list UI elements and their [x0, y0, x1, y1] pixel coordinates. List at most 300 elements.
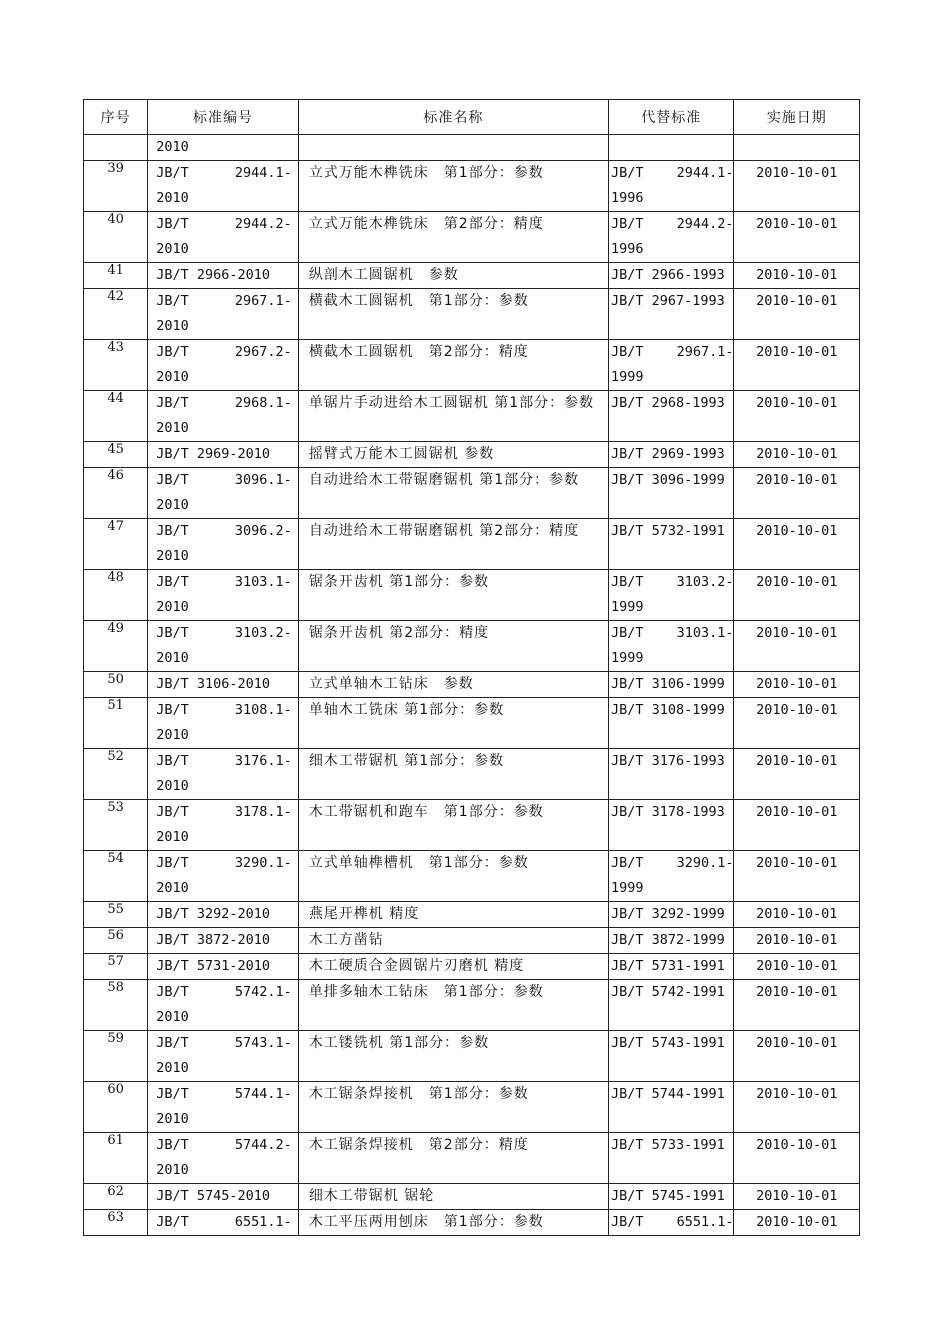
standard-name-cell — [298, 519, 608, 570]
effective-date-cell — [734, 928, 860, 954]
effective-date-cell — [734, 621, 860, 672]
replaced-standard: JB/T 3096-1999 — [611, 472, 725, 488]
replaced-standard-number: 3103.1- — [676, 625, 734, 641]
standard-name: 自动进给木工带锯磨锯机 第2部分：精度 — [308, 523, 580, 539]
standard-code-cell — [148, 391, 299, 442]
table-row — [84, 749, 860, 800]
replaced-standard-number: 2944.2- — [676, 216, 734, 232]
replaced-standard-cell — [609, 698, 734, 749]
replaced-standard: JB/T 3176-1993 — [611, 753, 725, 769]
effective-date: 2010-10-01 — [756, 804, 838, 820]
header-row — [84, 100, 860, 135]
row-number-cell — [84, 442, 148, 468]
standard-name: 立式单轴榫槽机 第1部分：参数 — [308, 855, 529, 871]
replaced-standard-prefix: JB/T — [611, 216, 644, 232]
table-row — [84, 340, 860, 391]
effective-date: 2010-10-01 — [756, 906, 838, 922]
replaced-standard-line — [609, 570, 733, 595]
effective-date: 2010-10-01 — [756, 446, 838, 462]
effective-date: 2010-10-01 — [756, 676, 838, 692]
standard-code-cell — [148, 468, 299, 519]
standard-code-prefix: JB/T — [156, 165, 189, 181]
standard-code-cell — [148, 1031, 299, 1082]
row-number-cell — [84, 340, 148, 391]
standard-name-cell — [298, 1184, 608, 1210]
replaced-standard-cell — [609, 621, 734, 672]
replaced-standard-cell — [609, 928, 734, 954]
row-number: 59 — [107, 1031, 124, 1046]
standard-code-prefix: JB/T — [156, 804, 189, 820]
row-number: 60 — [107, 1082, 124, 1097]
standard-code-year: 2010 — [156, 778, 189, 794]
standard-code-year: 2010 — [156, 1060, 189, 1076]
header-code: 标准编号 — [148, 100, 299, 135]
standard-name: 单轴木工铣床 第1部分：参数 — [308, 702, 505, 718]
replaced-standard: JB/T 2969-1993 — [611, 446, 725, 462]
standard-name: 摇臂式万能木工圆锯机 参数 — [308, 446, 495, 462]
table-row — [84, 800, 860, 851]
standard-code-prefix: JB/T — [156, 293, 189, 309]
standard-name-cell — [298, 391, 608, 442]
effective-date: 2010-10-01 — [756, 958, 838, 974]
effective-date-cell — [734, 289, 860, 340]
replaced-standard-cell — [609, 851, 734, 902]
replaced-standard-prefix: JB/T — [611, 165, 644, 181]
replaced-standard-cell — [609, 1031, 734, 1082]
standard-code-cell — [148, 928, 299, 954]
effective-date: 2010-10-01 — [756, 574, 838, 590]
row-number-cell — [84, 954, 148, 980]
standard-code-year: 2010 — [156, 318, 189, 334]
replaced-standard: JB/T 5745-1991 — [611, 1188, 725, 1204]
standard-code-year: 2010 — [156, 1111, 189, 1127]
standard-name-cell — [298, 928, 608, 954]
standard-code-line — [148, 980, 298, 1005]
replaced-standard: JB/T 3106-1999 — [611, 676, 725, 692]
standard-name: 立式单轴木工钻床 参数 — [308, 676, 474, 692]
row-number-cell — [84, 980, 148, 1031]
standard-code-year: 2010 — [156, 727, 189, 743]
standard-code-cell — [148, 749, 299, 800]
table-row — [84, 980, 860, 1031]
replaced-standard-cell — [609, 212, 734, 263]
row-number: 49 — [107, 621, 124, 636]
standard-name: 细木工带锯机 第1部分：参数 — [308, 753, 505, 769]
effective-date: 2010-10-01 — [756, 344, 838, 360]
standard-name: 锯条开齿机 第2部分：精度 — [308, 625, 490, 641]
replaced-standard: JB/T 5733-1991 — [611, 1137, 725, 1153]
effective-date: 2010-10-01 — [756, 472, 838, 488]
effective-date: 2010-10-01 — [756, 753, 838, 769]
standard-name: 单锯片手动进给木工圆锯机 第1部分：参数 — [308, 395, 595, 411]
standard-code-cell — [148, 1133, 299, 1184]
standard-code-prefix: JB/T — [156, 753, 189, 769]
standard-name: 木工平压两用刨床 第1部分：参数 — [308, 1214, 544, 1230]
standard-code-number: 3176.1- — [234, 753, 292, 769]
row-number: 47 — [107, 519, 124, 534]
replaced-standard-line — [609, 340, 733, 365]
replaced-standard-prefix: JB/T — [611, 574, 644, 590]
table-row — [84, 468, 860, 519]
effective-date: 2010-10-01 — [756, 855, 838, 871]
standard-code-cell — [148, 698, 299, 749]
replaced-standard-cell — [609, 800, 734, 851]
effective-date: 2010-10-01 — [756, 1035, 838, 1051]
standard-name: 木工锯条焊接机 第1部分：参数 — [308, 1086, 529, 1102]
standard-name: 木工带锯机和跑车 第1部分：参数 — [308, 804, 544, 820]
effective-date-cell — [734, 749, 860, 800]
standard-code-line — [148, 1082, 298, 1107]
row-number: 46 — [107, 468, 124, 483]
standard-code: JB/T 3872-2010 — [156, 932, 271, 948]
replaced-standard-cell — [609, 263, 734, 289]
row-number: 40 — [107, 212, 124, 227]
standard-name: 自动进给木工带锯磨锯机 第1部分：参数 — [308, 472, 580, 488]
replaced-standard-cell — [609, 1082, 734, 1133]
standard-name: 纵剖木工圆锯机 参数 — [308, 267, 459, 283]
standard-code-cell — [148, 980, 299, 1031]
table-row — [84, 212, 860, 263]
standard-name-cell — [298, 980, 608, 1031]
standard-code-number: 3103.1- — [234, 574, 292, 590]
table-row — [84, 161, 860, 212]
effective-date: 2010-10-01 — [756, 293, 838, 309]
effective-date-cell — [734, 954, 860, 980]
row-number: 63 — [107, 1210, 124, 1225]
standard-code-cell — [148, 1184, 299, 1210]
standard-code-cell — [148, 570, 299, 621]
standard-code-line — [148, 289, 298, 314]
replaced-standard-cell — [609, 1184, 734, 1210]
row-number-cell — [84, 1082, 148, 1133]
header-name: 标准名称 — [298, 100, 608, 135]
replaced-standard-number: 3290.1- — [676, 855, 734, 871]
standard-code-year: 2010 — [156, 829, 189, 845]
row-number: 53 — [107, 800, 124, 815]
effective-date: 2010-10-01 — [756, 165, 838, 181]
effective-date: 2010-10-01 — [756, 395, 838, 411]
table-row — [84, 672, 860, 698]
standard-name: 木工镂铣机 第1部分：参数 — [308, 1035, 490, 1051]
standard-code-line — [148, 621, 298, 646]
standard-name-cell — [298, 340, 608, 391]
replaced-standard-year: 1996 — [611, 241, 644, 257]
replaced-standard-prefix: JB/T — [611, 625, 644, 641]
row-number-cell — [84, 468, 148, 519]
standard-code-cell — [148, 902, 299, 928]
effective-date: 2010-10-01 — [756, 702, 838, 718]
row-number-cell — [84, 570, 148, 621]
standard-code-number: 3178.1- — [234, 804, 292, 820]
row-number: 45 — [107, 442, 124, 457]
effective-date-cell — [734, 391, 860, 442]
effective-date-cell — [734, 851, 860, 902]
standard-code-number: 2967.1- — [234, 293, 292, 309]
standard-code-number: 3096.1- — [234, 472, 292, 488]
standard-code-line — [148, 1031, 298, 1056]
row-number-cell — [84, 1031, 148, 1082]
row-number-cell — [84, 1133, 148, 1184]
standard-code-number: 5744.1- — [234, 1086, 292, 1102]
row-number-cell — [84, 212, 148, 263]
row-number-cell — [84, 289, 148, 340]
table-row — [84, 442, 860, 468]
standard-code-year: 2010 — [156, 548, 189, 564]
header-no: 序号 — [84, 100, 148, 135]
table-row — [84, 1210, 860, 1236]
replaced-standard-cell — [609, 161, 734, 212]
row-number-cell — [84, 851, 148, 902]
table-row — [84, 263, 860, 289]
row-number-cell — [84, 1184, 148, 1210]
standard-name-cell — [298, 212, 608, 263]
replaced-standard-prefix: JB/T — [611, 344, 644, 360]
standard-code-number: 6551.1- — [234, 1214, 292, 1230]
standard-code-year: 2010 — [156, 420, 189, 436]
standard-code: JB/T 5731-2010 — [156, 958, 271, 974]
standard-name: 横截木工圆锯机 第1部分：参数 — [308, 293, 529, 309]
table-row — [84, 851, 860, 902]
row-number: 50 — [107, 672, 124, 687]
replaced-standard-cell — [609, 442, 734, 468]
standard-code: JB/T 2966-2010 — [156, 267, 271, 283]
standard-name-cell — [298, 570, 608, 621]
replaced-standard-cell — [609, 1133, 734, 1184]
row-number: 42 — [107, 289, 124, 304]
effective-date: 2010-10-01 — [756, 267, 838, 283]
standard-name-cell — [298, 161, 608, 212]
replaced-standard-number: 2944.1- — [676, 165, 734, 181]
effective-date-cell — [734, 161, 860, 212]
effective-date-cell — [734, 980, 860, 1031]
table-row — [84, 1031, 860, 1082]
effective-date-cell — [734, 468, 860, 519]
standard-name-cell — [298, 1031, 608, 1082]
standard-code-number: 2967.2- — [234, 344, 292, 360]
standard-code-cell — [148, 672, 299, 698]
effective-date: 2010-10-01 — [756, 625, 838, 641]
row-number-cell — [84, 391, 148, 442]
row-number: 52 — [107, 749, 124, 764]
standard-code: JB/T 3292-2010 — [156, 906, 271, 922]
standard-code-prefix: JB/T — [156, 1086, 189, 1102]
replaced-standard: JB/T 2966-1993 — [611, 267, 725, 283]
replaced-standard-year: 1999 — [611, 880, 644, 896]
standard-code-year: 2010 — [156, 1009, 189, 1025]
effective-date: 2010-10-01 — [756, 1086, 838, 1102]
replaced-standard: JB/T 2967-1993 — [611, 293, 725, 309]
standard-code: JB/T 2969-2010 — [156, 446, 271, 462]
replaced-standard-year: 1999 — [611, 599, 644, 615]
row-number: 62 — [107, 1184, 124, 1199]
effective-date: 2010-10-01 — [756, 1137, 838, 1153]
effective-date: 2010-10-01 — [756, 984, 838, 1000]
standard-name: 立式万能木榫铣床 第1部分：参数 — [308, 165, 544, 181]
replaced-standard-prefix: JB/T — [611, 1214, 644, 1230]
row-number-cell — [84, 749, 148, 800]
standard-code-prefix: JB/T — [156, 1035, 189, 1051]
replaced-standard-cell — [609, 749, 734, 800]
effective-date: 2010-10-01 — [756, 932, 838, 948]
replaced-standard: JB/T 5743-1991 — [611, 1035, 725, 1051]
effective-date: 2010-10-01 — [756, 216, 838, 232]
header-replaces: 代替标准 — [609, 100, 734, 135]
standard-code-prefix: JB/T — [156, 344, 189, 360]
replaced-standard-cell — [609, 902, 734, 928]
row-number: 41 — [107, 263, 124, 278]
replaced-standard: JB/T 5731-1991 — [611, 958, 725, 974]
row-number-cell — [84, 161, 148, 212]
standard-code-cell — [148, 263, 299, 289]
standard-code-prefix: JB/T — [156, 984, 189, 1000]
standard-code-line — [148, 161, 298, 186]
table-row — [84, 902, 860, 928]
standard-name-cell — [298, 749, 608, 800]
effective-date-cell — [734, 672, 860, 698]
replaced-standard-cell — [609, 519, 734, 570]
standard-code-line — [148, 212, 298, 237]
standard-code-number: 3290.1- — [234, 855, 292, 871]
standard-name-cell — [298, 954, 608, 980]
row-number: 57 — [107, 954, 124, 969]
row-number-cell — [84, 519, 148, 570]
effective-date-cell — [734, 340, 860, 391]
standard-name: 木工锯条焊接机 第2部分：精度 — [308, 1137, 529, 1153]
row-number-cell — [84, 672, 148, 698]
standard-name-cell — [298, 800, 608, 851]
effective-date-cell — [734, 570, 860, 621]
table-row — [84, 621, 860, 672]
table-row — [84, 1082, 860, 1133]
standard-code-number: 2944.1- — [234, 165, 292, 181]
replaced-standard-year: 1999 — [611, 369, 644, 385]
replaced-standard-prefix: JB/T — [611, 855, 644, 871]
standard-code-line — [148, 800, 298, 825]
row-number: 58 — [107, 980, 124, 995]
row-number: 51 — [107, 698, 124, 713]
standard-code: JB/T 5745-2010 — [156, 1188, 271, 1204]
row-number-cell — [84, 698, 148, 749]
standard-code-number: 3096.2- — [234, 523, 292, 539]
effective-date-cell — [734, 800, 860, 851]
standard-name: 木工硬质合金圆锯片刃磨机 精度 — [308, 958, 525, 974]
standard-name: 立式万能木榫铣床 第2部分：精度 — [308, 216, 544, 232]
standard-code-year: 2010 — [156, 1162, 189, 1178]
standard-code-number: 5743.1- — [234, 1035, 292, 1051]
row-number-cell — [84, 621, 148, 672]
replaced-standard-cell — [609, 672, 734, 698]
effective-date: 2010-10-01 — [756, 1214, 838, 1230]
table-row — [84, 1133, 860, 1184]
row-number-cell — [84, 1210, 148, 1236]
standard-code-prefix: JB/T — [156, 1214, 189, 1230]
standard-code-prefix: JB/T — [156, 395, 189, 411]
standard-code-line — [148, 519, 298, 544]
replaced-standard-line — [609, 851, 733, 876]
standard-name-cell — [298, 698, 608, 749]
replaced-standard-number: 3103.2- — [676, 574, 734, 590]
standard-code-cell — [148, 161, 299, 212]
standard-name: 木工方凿钻 — [308, 932, 384, 948]
replaced-standard: JB/T 3292-1999 — [611, 906, 725, 922]
table-row — [84, 519, 860, 570]
row-number: 56 — [107, 928, 124, 943]
row-number-cell — [84, 800, 148, 851]
standard-code-line — [148, 1210, 298, 1235]
standard-code: JB/T 3106-2010 — [156, 676, 271, 692]
standard-code-line — [148, 851, 298, 876]
standard-code-number: 3103.2- — [234, 625, 292, 641]
effective-date: 2010-10-01 — [756, 523, 838, 539]
standard-name-cell — [298, 442, 608, 468]
standard-name-cell — [298, 621, 608, 672]
standard-name-cell — [298, 1133, 608, 1184]
standard-code-cell — [148, 1082, 299, 1133]
standard-code-cell — [148, 212, 299, 263]
standard-code-cell — [148, 954, 299, 980]
standard-code-prefix: JB/T — [156, 523, 189, 539]
replaced-standard: JB/T 5744-1991 — [611, 1086, 725, 1102]
replaced-standard-cell — [609, 391, 734, 442]
standard-name: 横截木工圆锯机 第2部分：精度 — [308, 344, 529, 360]
standard-code-year: 2010 — [156, 241, 189, 257]
standard-code-cell — [148, 800, 299, 851]
replaced-standard-year: 1996 — [611, 190, 644, 206]
replaced-standard-cell — [609, 980, 734, 1031]
replaced-standard-cell — [609, 468, 734, 519]
standard-code-prefix: JB/T — [156, 855, 189, 871]
standard-name-cell — [298, 289, 608, 340]
continuation-code: 2010 — [156, 139, 189, 155]
standards-table — [83, 99, 860, 1236]
standard-code-cell — [148, 1210, 299, 1236]
standard-name-cell — [298, 1082, 608, 1133]
effective-date-cell — [734, 902, 860, 928]
table-row — [84, 570, 860, 621]
effective-date-cell — [734, 212, 860, 263]
standard-code-line — [148, 468, 298, 493]
replaced-standard-line — [609, 1210, 733, 1235]
standard-code-line — [148, 749, 298, 774]
standard-name: 燕尾开榫机 精度 — [308, 906, 420, 922]
replaced-standard: JB/T 5742-1991 — [611, 984, 725, 1000]
table-row — [84, 1184, 860, 1210]
effective-date-cell — [734, 263, 860, 289]
row-number: 39 — [107, 161, 124, 176]
header-date: 实施日期 — [734, 100, 860, 135]
standard-code-number: 3108.1- — [234, 702, 292, 718]
standard-code-prefix: JB/T — [156, 1137, 189, 1153]
row-number: 44 — [107, 391, 124, 406]
replaced-standard-line — [609, 212, 733, 237]
standard-code-prefix: JB/T — [156, 472, 189, 488]
replaced-standard-year: 1999 — [611, 650, 644, 666]
table-row — [84, 928, 860, 954]
row-number-cell — [84, 928, 148, 954]
row-number-cell — [84, 902, 148, 928]
replaced-standard-line — [609, 161, 733, 186]
row-number: 61 — [107, 1133, 124, 1148]
standard-code-line — [148, 340, 298, 365]
standard-code-cell — [148, 289, 299, 340]
standard-name-cell — [298, 851, 608, 902]
effective-date-cell — [734, 1031, 860, 1082]
standard-code-year: 2010 — [156, 369, 189, 385]
standard-name-cell — [298, 672, 608, 698]
replaced-standard: JB/T 3872-1999 — [611, 932, 725, 948]
effective-date-cell — [734, 1210, 860, 1236]
replaced-standard-cell — [609, 954, 734, 980]
